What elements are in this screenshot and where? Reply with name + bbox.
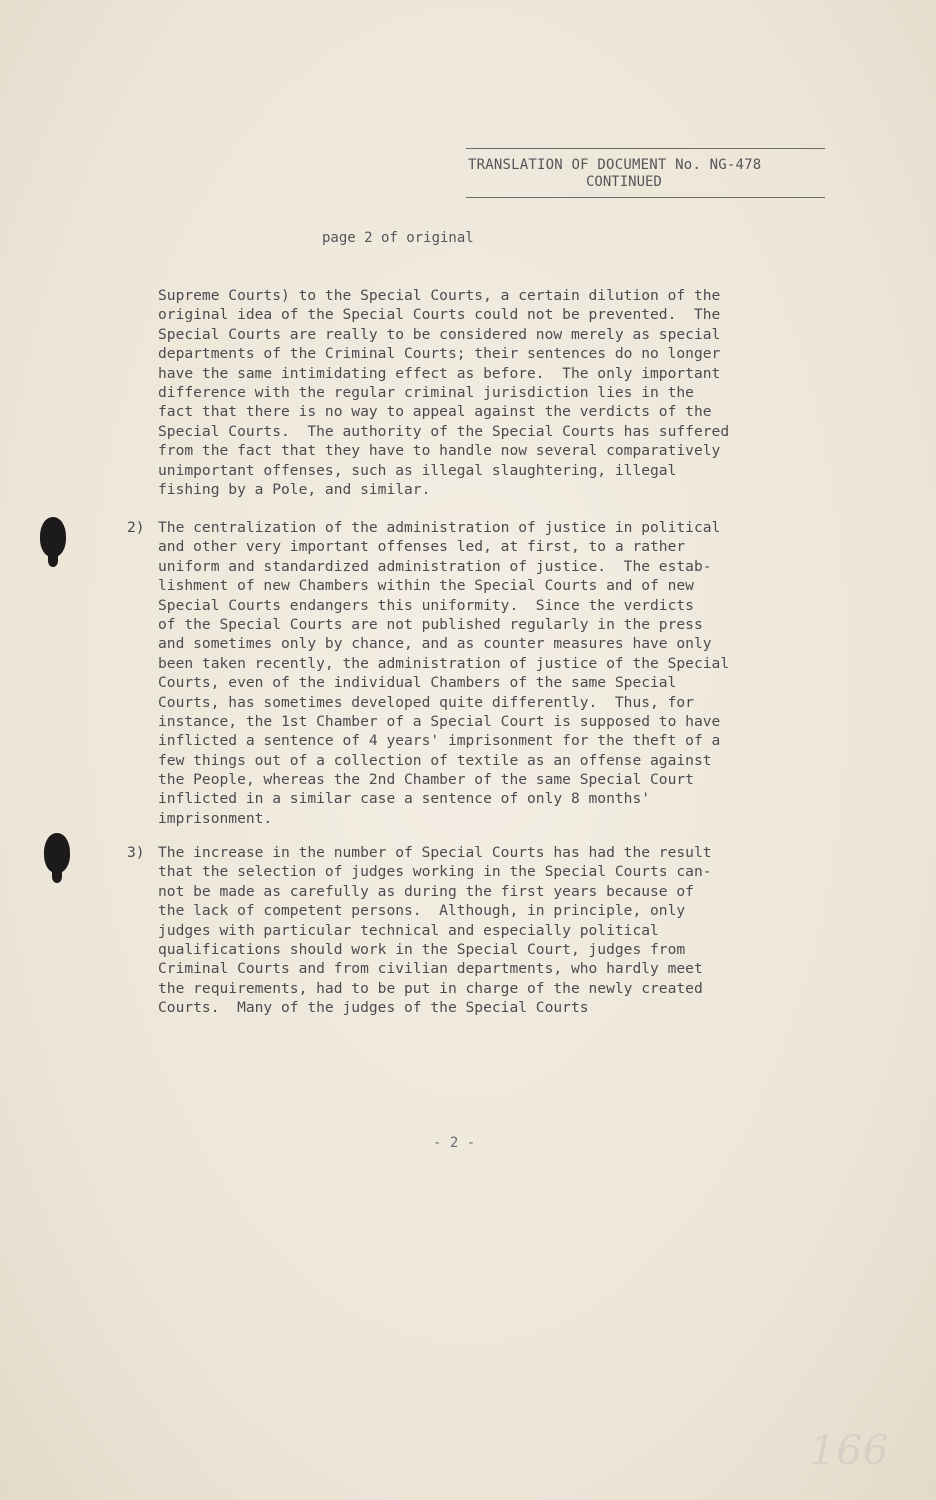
paragraph-3 bbox=[158, 843, 798, 1018]
text-line: been taken recently, the administration of justice of the Special bbox=[158, 654, 730, 672]
text-line: have the same intimidating effect as before. The only important bbox=[158, 364, 721, 382]
text-line: Supreme Courts) to the Special Courts, a certain dilution of the bbox=[158, 287, 721, 304]
text-line: from the fact that they have to handle now several comparatively bbox=[158, 442, 721, 460]
text-line: uniform and standardized administration of justice. The estab- bbox=[158, 557, 712, 575]
paragraph-1 bbox=[158, 286, 798, 499]
header-rule-bottom bbox=[466, 197, 825, 198]
text-line: judges with particular technical and especially political bbox=[158, 921, 659, 939]
text-line: that the selection of judges working in the Special Courts can- bbox=[158, 863, 712, 881]
paragraph-number-3: 3) bbox=[127, 844, 145, 861]
text-line: lishment of new Chambers within the Special Courts and of new bbox=[158, 577, 694, 595]
text-line: not be made as carefully as during the first years because of bbox=[158, 882, 694, 900]
text-line: the lack of competent persons. Although, in principle, only bbox=[158, 902, 686, 920]
text-line: The centralization of the administration of justice in political bbox=[158, 519, 721, 536]
page-number: - 2 - bbox=[433, 1135, 476, 1151]
text-line: Courts, even of the individual Chambers of the same Special bbox=[158, 674, 677, 692]
text-line: difference with the regular criminal jurisdiction lies in the bbox=[158, 383, 694, 401]
text-line: The increase in the number of Special Courts has had the result bbox=[158, 844, 712, 861]
document-title: TRANSLATION OF DOCUMENT No. NG-478 bbox=[468, 157, 762, 173]
document-subtitle: CONTINUED bbox=[586, 174, 662, 190]
text-line: imprisonment. bbox=[158, 809, 273, 827]
text-line: inflicted in a similar case a sentence of only 8 months' bbox=[158, 790, 651, 808]
page-reference: page 2 of original bbox=[322, 230, 474, 246]
text-line: Special Courts. The authority of the Special Courts has suffered bbox=[158, 422, 730, 440]
paragraph-2 bbox=[158, 518, 798, 828]
text-line: of the Special Courts are not published regularly in the press bbox=[158, 615, 703, 633]
text-line: few things out of a collection of textile as an offense against bbox=[158, 751, 712, 769]
punch-hole-lower bbox=[44, 833, 70, 873]
text-line: Courts, has sometimes developed quite differently. Thus, for bbox=[158, 693, 694, 711]
text-line: unimportant offenses, such as illegal slaughtering, illegal bbox=[158, 461, 677, 479]
text-line: the People, whereas the 2nd Chamber of the same Special Court bbox=[158, 771, 694, 789]
punch-hole-upper bbox=[40, 517, 66, 557]
text-line: Special Courts endangers this uniformity. Since the verdicts bbox=[158, 596, 694, 614]
header-rule-top bbox=[466, 148, 825, 149]
paragraph-number-2: 2) bbox=[127, 519, 145, 536]
text-line: Courts. Many of the judges of the Special Courts bbox=[158, 999, 589, 1017]
text-line: the requirements, had to be put in charge of the newly created bbox=[158, 979, 703, 997]
archive-stamp: 166 bbox=[810, 1428, 890, 1474]
text-line: Special Courts are really to be considered now merely as special bbox=[158, 325, 721, 343]
text-line: fact that there is no way to appeal against the verdicts of the bbox=[158, 403, 712, 421]
text-line: departments of the Criminal Courts; their sentences do no longer bbox=[158, 345, 721, 363]
text-line: and sometimes only by chance, and as counter measures have only bbox=[158, 635, 712, 653]
text-line: original idea of the Special Courts could not be prevented. The bbox=[158, 306, 721, 324]
text-line: instance, the 1st Chamber of a Special Court is supposed to have bbox=[158, 712, 721, 730]
text-line: Criminal Courts and from civilian departments, who hardly meet bbox=[158, 960, 703, 978]
text-line: inflicted a sentence of 4 years' imprisonment for the theft of a bbox=[158, 732, 721, 750]
text-line: fishing by a Pole, and similar. bbox=[158, 480, 431, 498]
text-line: and other very important offenses led, at first, to a rather bbox=[158, 538, 686, 556]
text-line: qualifications should work in the Special Court, judges from bbox=[158, 940, 686, 958]
